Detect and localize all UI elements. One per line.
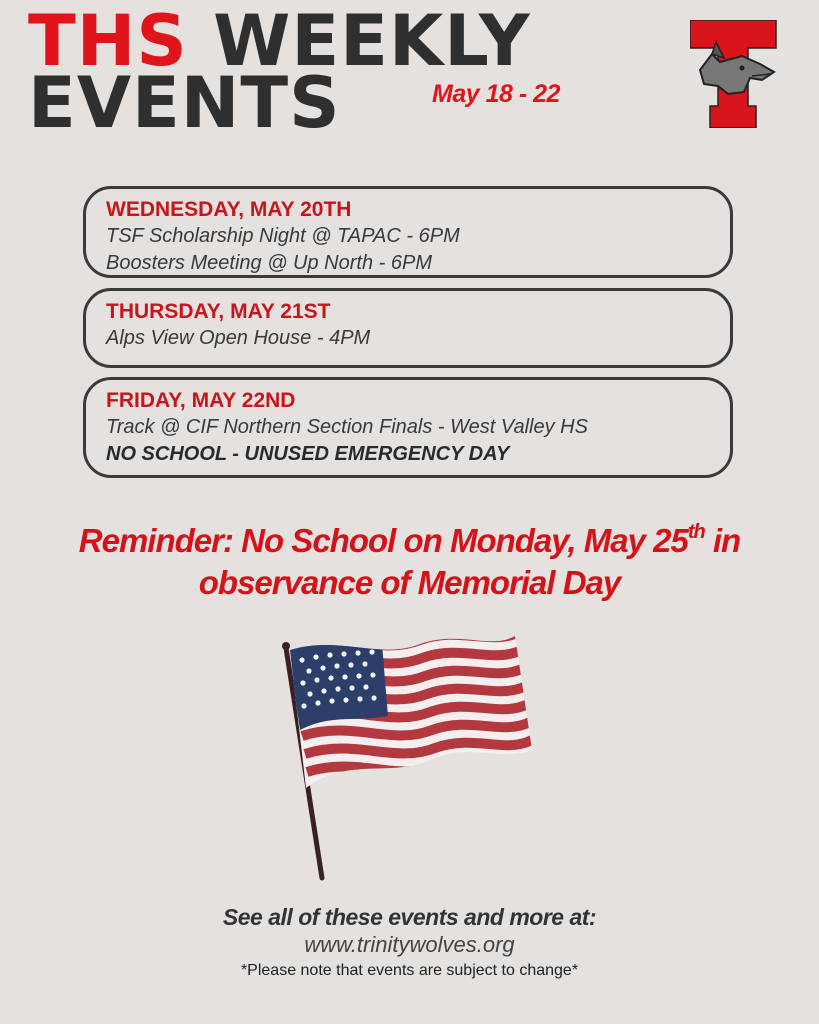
reminder-line1-end: in bbox=[704, 522, 741, 559]
website-link[interactable]: www.trinitywolves.org bbox=[304, 932, 515, 957]
event-item: Alps View Open House - 4PM bbox=[106, 327, 371, 349]
no-school-notice: NO SCHOOL - UNUSED EMERGENCY DAY bbox=[106, 443, 510, 465]
memorial-day-reminder bbox=[0, 520, 819, 604]
reminder-ordinal: th bbox=[687, 521, 705, 543]
reminder-line1: Reminder: No School on Monday, May 25 bbox=[78, 522, 688, 559]
day-card-wednesday bbox=[83, 186, 733, 278]
reminder-line2: observance of Memorial Day bbox=[198, 564, 621, 601]
day-heading: THURSDAY, MAY 21ST bbox=[106, 300, 331, 323]
event-item: Boosters Meeting @ Up North - 6PM bbox=[106, 252, 432, 274]
day-card-friday bbox=[83, 377, 733, 478]
date-range: May 18 - 22 bbox=[432, 80, 560, 108]
day-heading: FRIDAY, MAY 22ND bbox=[106, 389, 296, 412]
day-heading: WEDNESDAY, MAY 20TH bbox=[106, 198, 352, 221]
event-item: Track @ CIF Northern Section Finals - West Valley HS bbox=[106, 416, 588, 438]
title-weekly: WEEKLY bbox=[213, 0, 531, 82]
title-events: EVENTS bbox=[28, 62, 341, 144]
page-title bbox=[28, 0, 531, 144]
school-logo-wolf-t bbox=[690, 20, 780, 128]
change-disclaimer: *Please note that events are subject to change* bbox=[240, 962, 579, 979]
american-flag-icon bbox=[270, 630, 550, 890]
event-item: TSF Scholarship Night @ TAPAC - 6PM bbox=[106, 225, 460, 247]
events-cta: See all of these events and more at: bbox=[222, 904, 597, 930]
day-card-thursday bbox=[83, 288, 733, 368]
title-ths: THS bbox=[28, 0, 188, 82]
